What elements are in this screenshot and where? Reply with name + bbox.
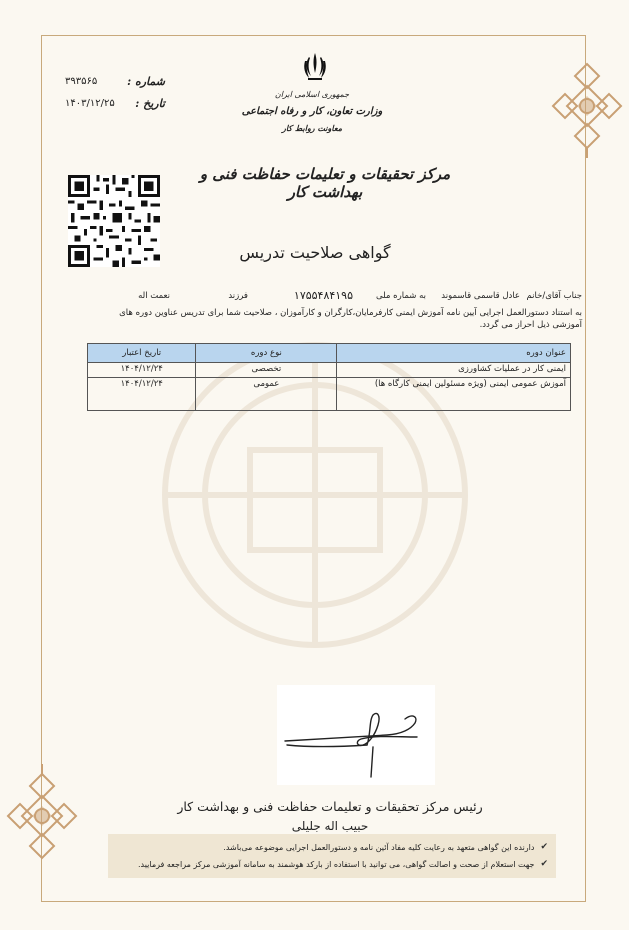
course-validity: ۱۴۰۴/۱۲/۲۴ (88, 378, 196, 411)
note-item (116, 856, 548, 873)
number-label: شماره : (127, 74, 165, 88)
header-course: عنوان دوره (337, 344, 571, 363)
date-label: تاریخ : (135, 96, 165, 110)
child-of-label: فرزند (228, 291, 248, 301)
date-row (65, 92, 165, 114)
note-text: جهت استعلام از صحت و اصالت گواهی، می توانید با استفاده از بارکد هوشمند به سامانه آموزشی مرکز مراجعه فرمایید. (138, 860, 535, 869)
person-line (90, 291, 582, 305)
person-name: عادل قاسمی قاسموند (441, 291, 520, 301)
document-title: گواهی صلاحیت تدریس (239, 243, 391, 262)
header-type: نوع دوره (196, 344, 337, 363)
note-text: دارنده این گواهی متعهد به رعایت کلیه مفاد آئین نامه و دستورالعمل اجرایی موضوعه می‌باشد. (223, 843, 535, 852)
statement-text: به استناد دستورالعمل اجرایی آیین نامه آموزش ایمنی کارفرمایان،کارگران و کارآموزان ، صلاحیت شما برای تدریس عناوین دوره های آموزشی ذیل احراز می گردد. (119, 308, 582, 330)
course-validity: ۱۴۰۴/۱۲/۲۴ (88, 363, 196, 378)
table-header-row (88, 344, 571, 363)
courses-table (87, 343, 571, 411)
signer-name: حبیب اله جلیلی (291, 819, 369, 833)
handwritten-signature (277, 685, 435, 785)
table-row (88, 363, 571, 378)
gov-line-2: وزارت تعاون، کار و رفاه اجتماعی (241, 106, 383, 117)
number-value: ۳۹۳۵۶۵ (65, 75, 98, 87)
center-title: مرکز تحقیقات و تعلیمات حفاظت فنی و بهداشت کار (199, 165, 451, 201)
national-id-label: به شماره ملی (376, 291, 426, 301)
geometric-ornament-top-right (545, 60, 629, 160)
signer-title: رئیس مرکز تحقیقات و تعلیمات حفاظت فنی و بهداشت کار (177, 799, 483, 814)
national-id-value: ۱۷۵۵۴۸۴۱۹۵ (293, 289, 353, 302)
course-name: ایمنی کار در عملیات کشاورزی (337, 363, 571, 378)
gov-line-3: معاونت روابط کار (282, 123, 342, 133)
course-type: عمومی (196, 378, 337, 411)
iran-emblem-icon (302, 51, 328, 83)
signer-block (160, 797, 500, 835)
number-row (65, 70, 165, 92)
header-validity: تاریخ اعتبار (88, 344, 196, 363)
government-lines (232, 86, 392, 137)
table-row (88, 378, 571, 411)
father-name: نعمت اله (138, 291, 170, 301)
check-icon: ✔ (540, 842, 548, 852)
course-name: آموزش عمومی ایمنی (ویژه مسئولین ایمنی کارگاه ها) (337, 378, 571, 411)
course-type: تخصصی (196, 363, 337, 378)
salutation-label: جناب آقای/خانم (526, 291, 582, 301)
geometric-ornament-bottom-left (0, 764, 84, 874)
gov-line-1: جمهوری اسلامی ایران (274, 90, 350, 99)
check-icon: ✔ (540, 859, 548, 869)
qr-code[interactable] (68, 175, 160, 267)
notes-box (108, 834, 556, 878)
note-item (116, 839, 548, 856)
date-value: ۱۴۰۳/۱۲/۲۵ (65, 97, 115, 109)
header-meta (65, 70, 165, 114)
